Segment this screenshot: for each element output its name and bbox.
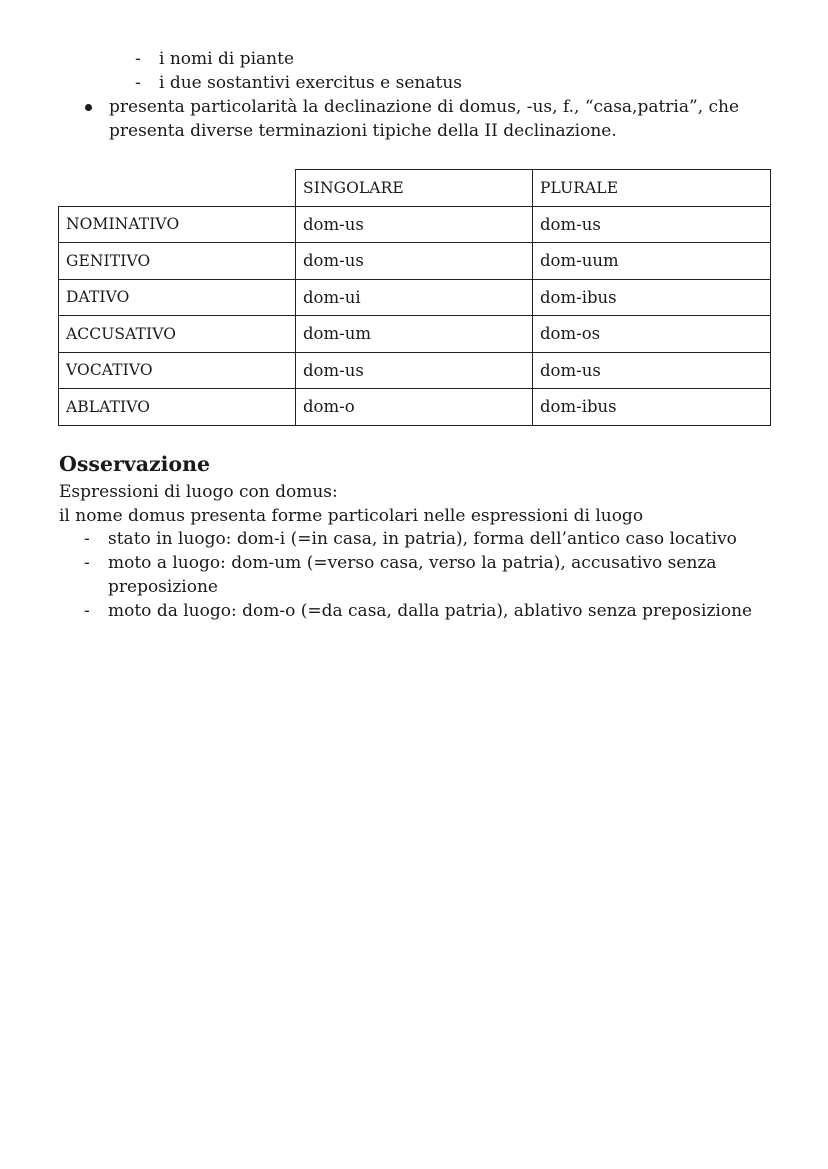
table-row xyxy=(59,316,771,353)
plants-and-nouns-sublist xyxy=(135,47,462,95)
domus-bullet xyxy=(83,95,783,143)
place-expressions-list xyxy=(84,527,774,623)
header-singolare: SINGOLARE xyxy=(296,170,533,207)
bullet-icon xyxy=(85,104,92,111)
table-row xyxy=(59,243,771,280)
observation-heading: Osservazione xyxy=(59,452,211,476)
list-item: - stato in luogo: dom-i (=in casa, in patria), forma dell’antico caso locativo xyxy=(84,527,774,551)
plural-form: dom-uum xyxy=(533,243,771,280)
singular-form: dom-us xyxy=(296,352,533,389)
domus-declension-table xyxy=(58,169,771,426)
table-corner-cell xyxy=(59,170,296,207)
observation-description: il nome domus presenta forme particolari nelle espressioni di luogo xyxy=(59,506,644,526)
plural-form: dom-ibus xyxy=(533,279,771,316)
case-name: ABLATIVO xyxy=(59,389,296,426)
observation-intro: Espressioni di luogo con domus: xyxy=(59,482,338,502)
case-name: DATIVO xyxy=(59,279,296,316)
table-row xyxy=(59,206,771,243)
header-plurale: PLURALE xyxy=(533,170,771,207)
plural-form: dom-us xyxy=(533,352,771,389)
table-row xyxy=(59,389,771,426)
table-header-row xyxy=(59,170,771,207)
singular-form: dom-us xyxy=(296,206,533,243)
list-item: - moto da luogo: dom-o (=da casa, dalla patria), ablativo senza preposizione xyxy=(84,599,774,623)
case-name: NOMINATIVO xyxy=(59,206,296,243)
case-name: VOCATIVO xyxy=(59,352,296,389)
domus-bullet-text: presenta particolarità la declinazione di domus, -us, f., “casa,patria”, che presenta diverse terminazioni tipiche della II declinazione. xyxy=(109,97,740,141)
case-name: GENITIVO xyxy=(59,243,296,280)
plural-form: dom-us xyxy=(533,206,771,243)
plural-form: dom-os xyxy=(533,316,771,353)
singular-form: dom-um xyxy=(296,316,533,353)
singular-form: dom-o xyxy=(296,389,533,426)
singular-form: dom-ui xyxy=(296,279,533,316)
list-item: - moto a luogo: dom-um (=verso casa, verso la patria), accusativo senza preposizione xyxy=(84,551,774,599)
plural-form: dom-ibus xyxy=(533,389,771,426)
case-name: ACCUSATIVO xyxy=(59,316,296,353)
list-item: - i due sostantivi exercitus e senatus xyxy=(135,71,462,95)
table-row xyxy=(59,279,771,316)
table-row xyxy=(59,352,771,389)
singular-form: dom-us xyxy=(296,243,533,280)
list-item: - i nomi di piante xyxy=(135,47,462,71)
